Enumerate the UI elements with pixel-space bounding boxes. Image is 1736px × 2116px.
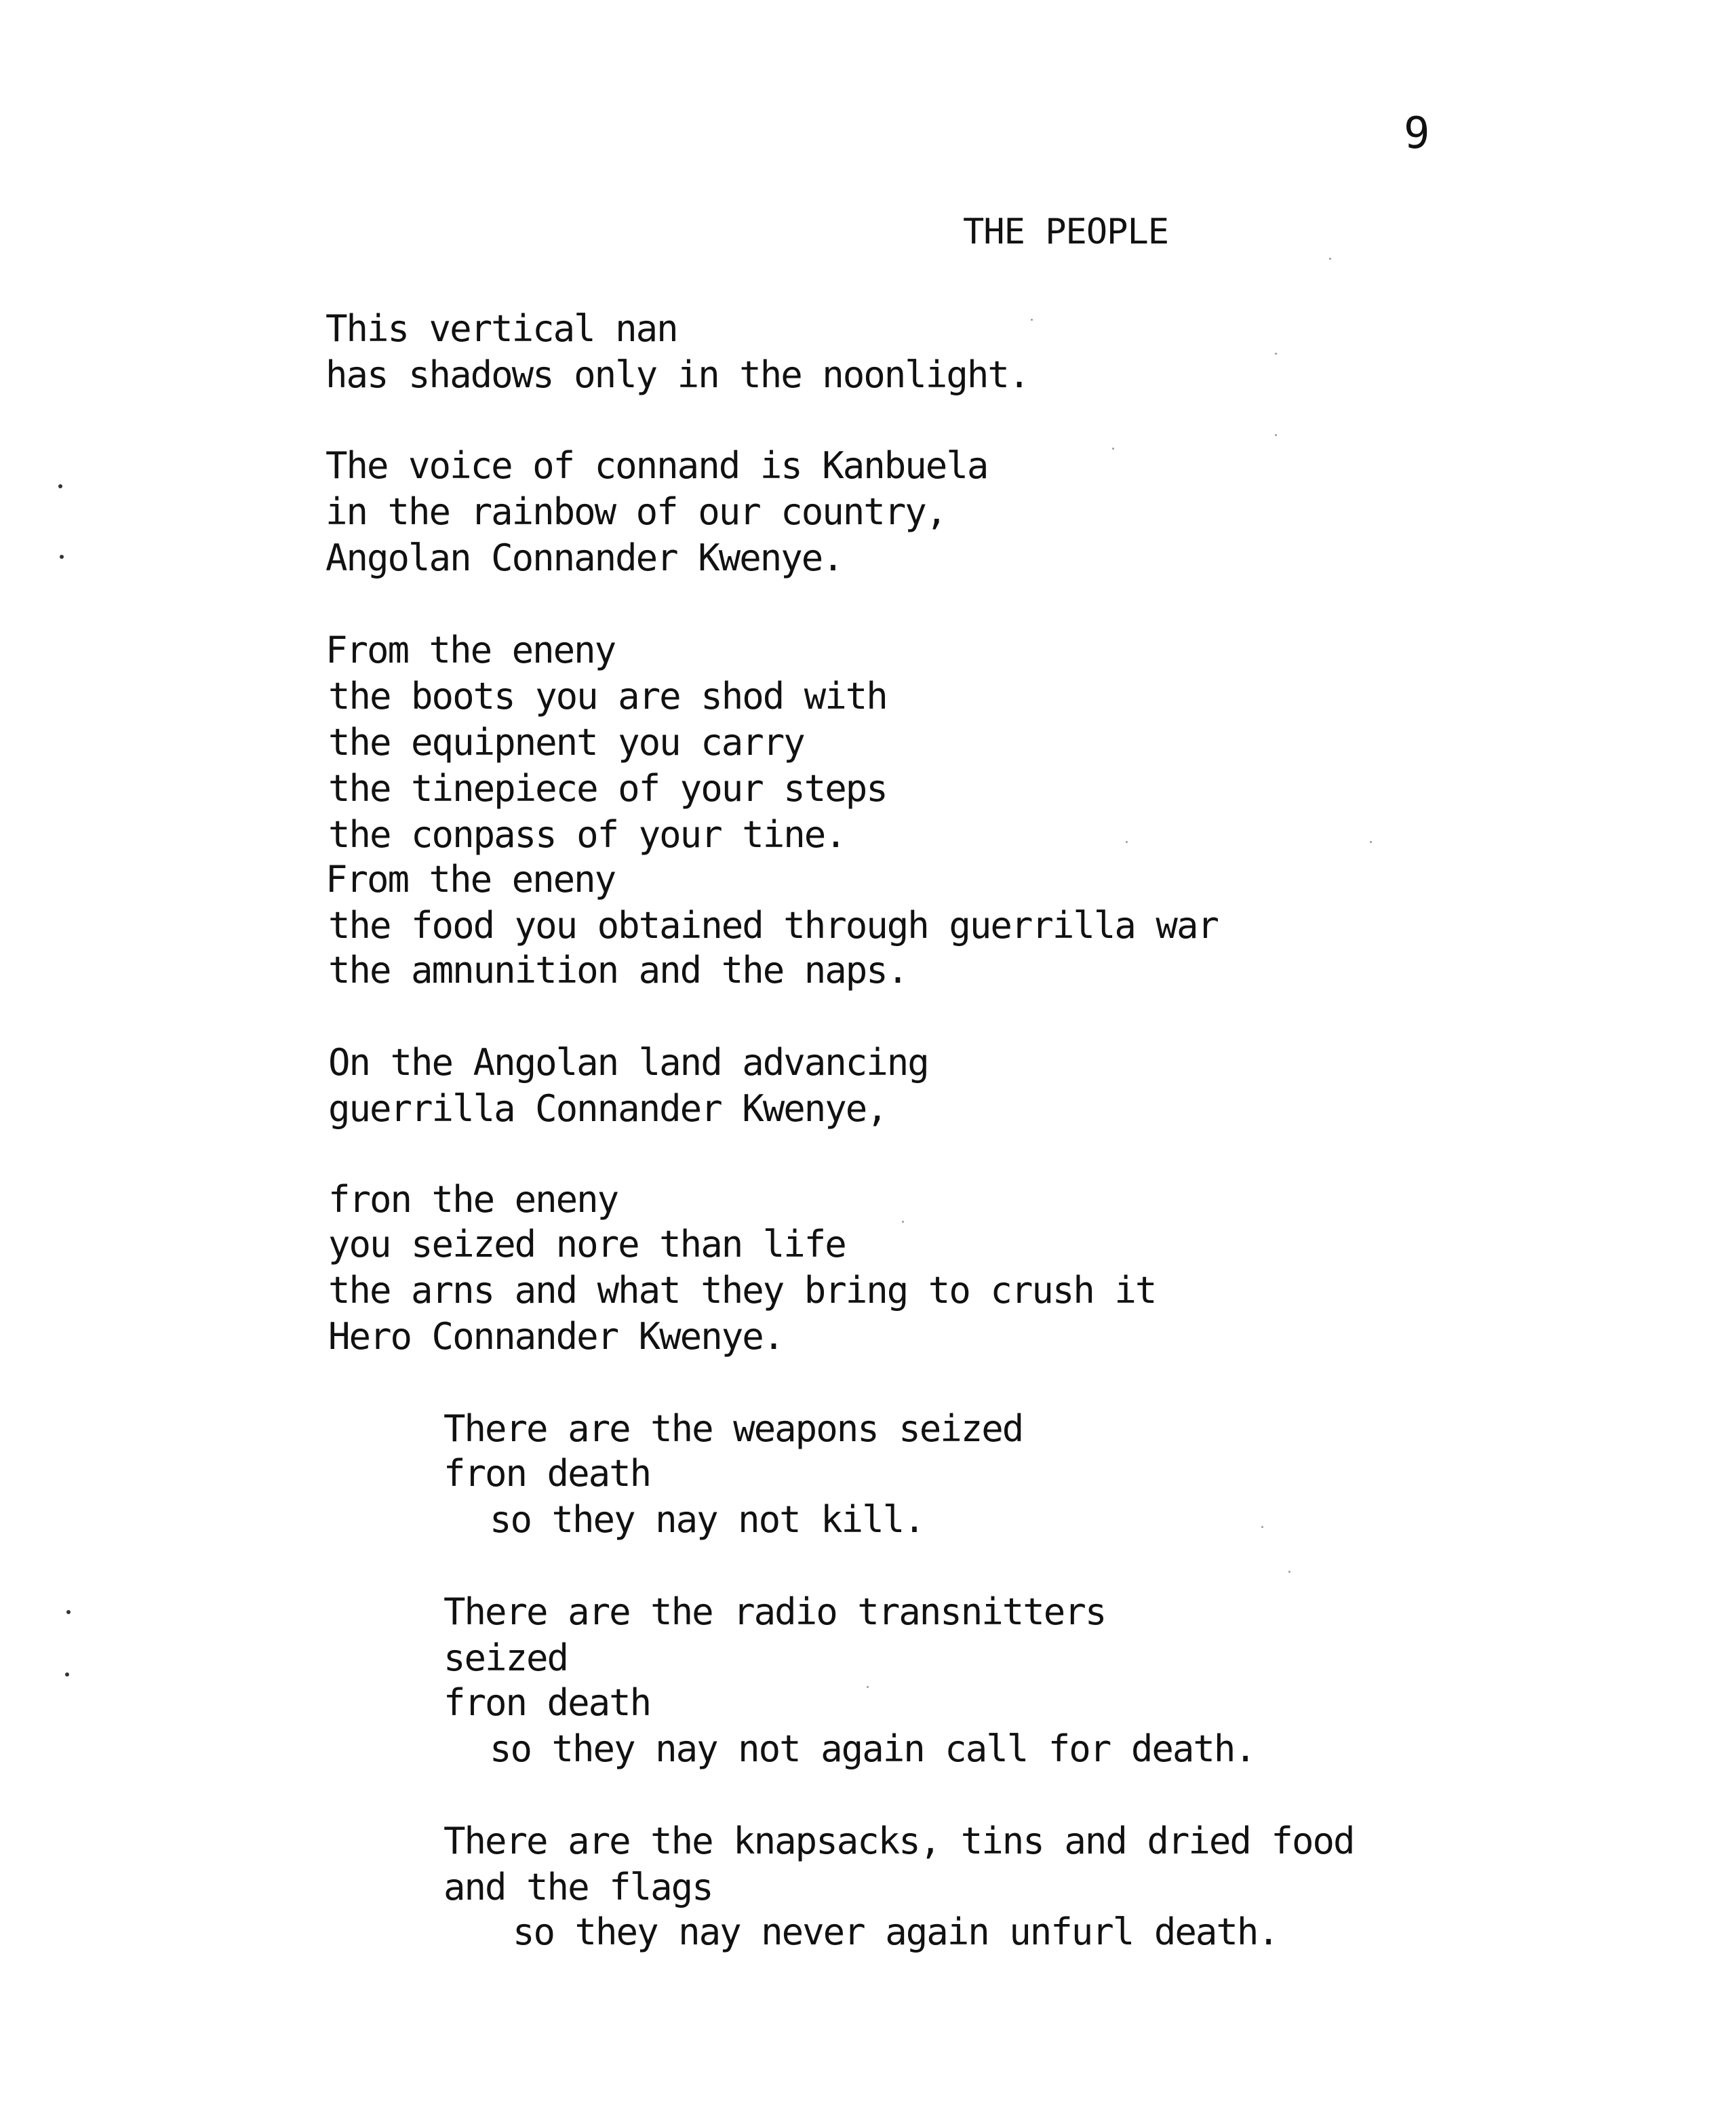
- poem-line: so they nay not kill.: [490, 1498, 924, 1541]
- poem-line: the equipnent you carry: [328, 721, 804, 764]
- scan-speck: [58, 484, 62, 488]
- scan-speck: [1288, 1571, 1290, 1573]
- poem-line: fron the eneny: [328, 1178, 618, 1221]
- poem-line: so they nay not again call for death.: [490, 1727, 1255, 1770]
- poem-line: the amnunition and the naps.: [328, 949, 908, 992]
- scan-speck: [1275, 353, 1277, 355]
- scan-speck: [1112, 448, 1114, 450]
- poem-line: On the Angolan land advancing: [328, 1041, 928, 1084]
- scan-speck: [1126, 841, 1128, 843]
- scan-speck: [1329, 258, 1331, 260]
- poem-line: The voice of connand is Kanbuela: [326, 444, 988, 487]
- poem-line: seized: [443, 1637, 568, 1679]
- poem-line: the boots you are shod with: [328, 675, 887, 718]
- scan-speck: [60, 555, 64, 559]
- scan-speck: [1261, 1526, 1263, 1528]
- scan-speck: [1031, 319, 1033, 321]
- poem-line: Hero Connander Kwenye.: [328, 1315, 784, 1358]
- poem-line: the food you obtained through guerrilla war: [328, 904, 1218, 947]
- poem-line: the arns and what they bring to crush it: [328, 1269, 1156, 1312]
- poem-title: THE PEOPLE: [963, 212, 1169, 252]
- scan-speck: [867, 1686, 869, 1688]
- poem-line: From the eneny: [326, 858, 616, 901]
- poem-line: Angolan Connander Kwenye.: [326, 536, 843, 579]
- poem-line: There are the radio transnitters: [443, 1590, 1106, 1633]
- scan-speck: [1370, 841, 1372, 843]
- poem-line: This vertical nan: [326, 307, 677, 350]
- page-number: 9: [1404, 109, 1430, 159]
- poem-line: fron death: [443, 1681, 651, 1724]
- scan-speck: [65, 1672, 69, 1677]
- poem-line: in the rainbow of our country,: [326, 490, 947, 533]
- scan-speck: [66, 1610, 71, 1614]
- poem-line: the conpass of your tine.: [328, 813, 846, 856]
- poem-line: There are the knapsacks, tins and dried food: [443, 1820, 1354, 1862]
- scan-speck: [1275, 434, 1277, 436]
- poem-line: There are the weapons seized: [443, 1407, 1023, 1450]
- poem-line: has shadows only in the noonlight.: [326, 353, 1029, 396]
- poem-line: the tinepiece of your steps: [328, 767, 887, 810]
- poem-line: you seized nore than life: [328, 1223, 846, 1266]
- poem-line: so they nay never again unfurl death.: [513, 1911, 1278, 1953]
- poem-line: and the flags: [443, 1866, 713, 1908]
- poem-line: fron death: [443, 1452, 651, 1495]
- poem-line: From the eneny: [326, 629, 616, 671]
- scan-speck: [902, 1221, 904, 1223]
- poem-line: guerrilla Connander Kwenye,: [328, 1087, 887, 1130]
